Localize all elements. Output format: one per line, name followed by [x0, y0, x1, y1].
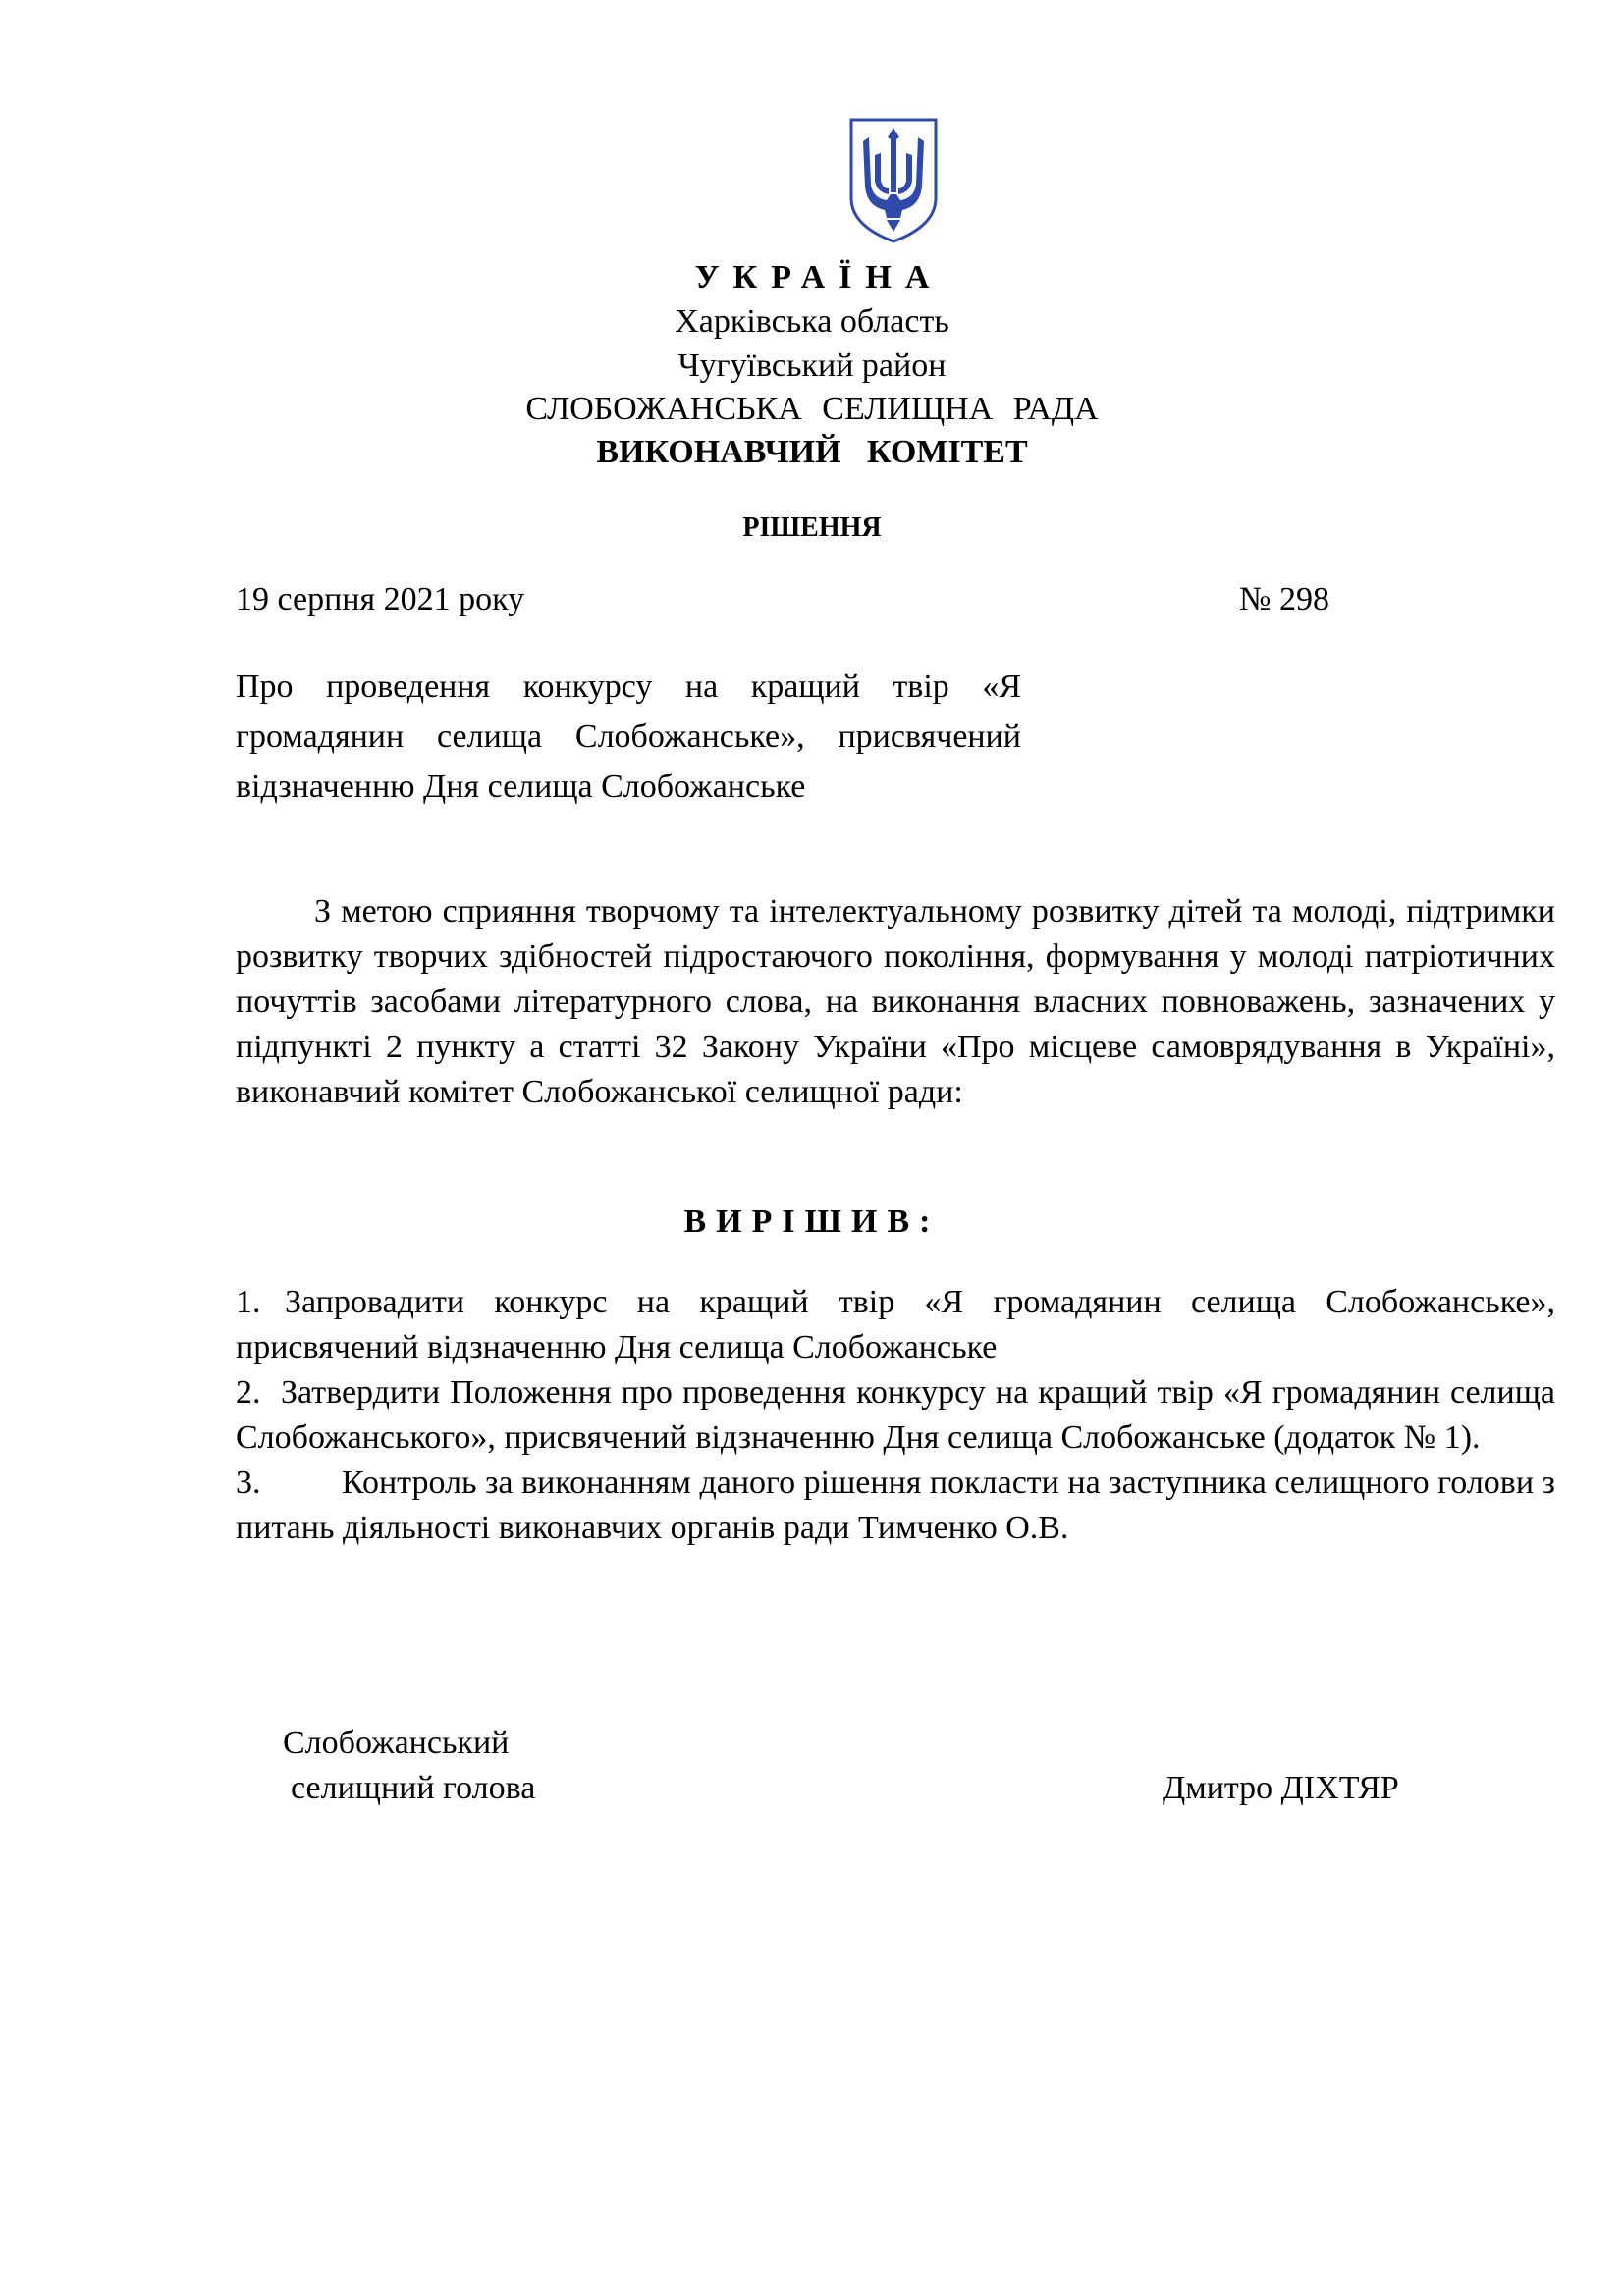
decision-items-list [236, 1280, 1555, 1551]
preamble-paragraph: З метою сприяння творчому та інтелектуальному розвитку дітей та молоді, підтримки розвитку творчих здібностей підростаючого покоління, формування у молоді патріотичних почуттів засобами літературного слова, на виконання власних повноважень, зазначених у підпункті 2 пункту а статті 32 Закону України «Про місцеве самоврядування в Україні», виконавчий комітет Слобожанської селищної ради: [236, 893, 1555, 1110]
list-item [236, 1370, 1555, 1461]
committee-name: ВИКОНАВЧИЙ КОМІТЕТ [596, 434, 1028, 470]
signatory-position [283, 1721, 535, 1811]
decision-date: 19 серпня 2021 року [236, 581, 525, 617]
signatory-position-line: Слобожанський [283, 1725, 510, 1761]
oblast-name: Харківська область [675, 303, 949, 340]
decision-number: № 298 [1239, 581, 1329, 617]
signatory-position-line: селищний голова [291, 1770, 536, 1806]
signatory-name: Дмитро ДІХТЯР [1163, 1770, 1399, 1806]
resolved-heading: ВИРІШИВ: [683, 1203, 941, 1240]
list-item [236, 1461, 1555, 1551]
country-name: УКРАЇНА [694, 259, 944, 295]
decision-subject: Про проведення конкурсу на кращий твір «Я громадянин селища Слобожанське», присвячений відзначенню Дня селища Слобожанське [236, 668, 1021, 805]
council-name: СЛОБОЖАНСЬКА СЕЛИЩНА РАДА [525, 391, 1099, 427]
list-item [236, 1280, 1555, 1370]
item-text: Затвердити Положення про проведення конкурсу на кращий твір «Я громадянин селища Слобожанського», присвячений відзначенню Дня селища Слобожанське (додаток № 1). [236, 1374, 1555, 1456]
item-number: 3. [236, 1465, 261, 1501]
decision-title: РІШЕННЯ [742, 512, 882, 543]
item-text: Контроль за виконанням даного рішення покласти на заступника селищного голови з питань діяльності виконавчих органів ради Тимченко О.В. [236, 1465, 1555, 1546]
raion-name: Чугуївський район [677, 347, 947, 384]
item-text: Запровадити конкурс на кращий твір «Я громадянин селища Слобожанське», присвячений відзначенню Дня селища Слобожанське [236, 1284, 1555, 1365]
item-number: 2. [236, 1374, 261, 1411]
tryzub-coat-of-arms-icon [847, 116, 940, 245]
item-number: 1. [236, 1284, 261, 1320]
